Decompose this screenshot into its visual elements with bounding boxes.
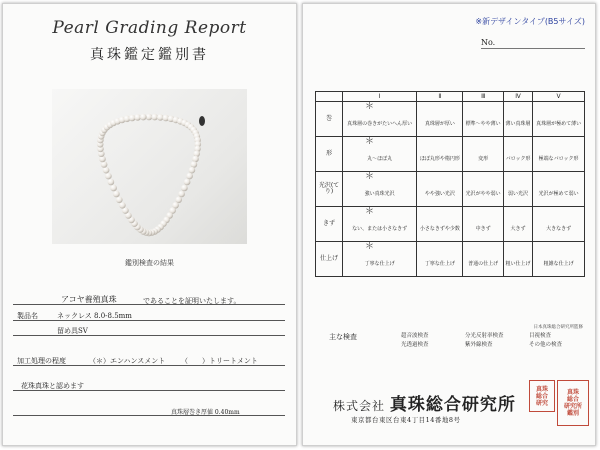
- grade-mark-icon: ＊: [343, 102, 417, 113]
- pearl: [103, 167, 110, 174]
- clasp-value: 留め具SV: [57, 327, 88, 335]
- inspection-item: 光透過検査: [401, 342, 429, 348]
- pearl: [186, 173, 193, 180]
- grade-mark-cell: [463, 242, 504, 253]
- pearl-necklace-photo: [52, 89, 247, 244]
- grade-description: 真珠層の巻きがたいへん厚い: [343, 112, 417, 137]
- pearl: [189, 167, 196, 174]
- grading-mark-row: [316, 242, 585, 253]
- result-name: アコヤ養殖真珠: [61, 295, 117, 304]
- company-main-name: 真珠総合研究所: [389, 395, 516, 415]
- company-address: 東京都台東区台東4丁目14番地8号: [351, 416, 461, 424]
- grade-mark-icon: ＊: [343, 137, 417, 148]
- company-name: [333, 390, 516, 415]
- grade-description: 大きなきず: [533, 217, 585, 242]
- divider: [13, 304, 285, 305]
- recognition-text: 花珠真珠と認めます: [21, 382, 84, 390]
- divider: [13, 390, 285, 391]
- divider: [13, 320, 285, 321]
- photo-caption: 鑑別検査の結果: [125, 259, 174, 267]
- grading-mark-row: [316, 137, 585, 148]
- grade-header: Ⅰ: [343, 92, 417, 102]
- grade-mark-icon: ＊: [343, 172, 417, 183]
- grading-table: [315, 91, 585, 277]
- corner-cell: [316, 92, 343, 102]
- report-number-line: [481, 48, 585, 49]
- grade-header: Ⅳ: [503, 92, 532, 102]
- grade-description: 変形: [463, 147, 504, 172]
- grade-mark-cell: [503, 242, 532, 253]
- grade-mark-icon: ＊: [343, 207, 417, 218]
- grade-mark-cell: [417, 242, 463, 253]
- grade-mark-cell: [503, 102, 532, 113]
- grading-desc-row: [316, 217, 585, 242]
- seal-stamp-icon: 真珠 総合 研究所 鑑別: [557, 380, 589, 426]
- pearl: [134, 114, 141, 121]
- processing-label: 加工処理の程度: [17, 357, 66, 365]
- grade-header: Ⅱ: [417, 92, 463, 102]
- pearl-necklace-image: [52, 89, 247, 244]
- pearl: [151, 114, 158, 121]
- table-note: 日本真珠総合研究所監修: [533, 325, 583, 330]
- grade-description: 大きず: [503, 217, 532, 242]
- pearl: [181, 185, 188, 192]
- result-suffix: であることを証明いたします。: [143, 297, 241, 305]
- grade-mark-cell: [417, 172, 463, 183]
- grade-mark-cell: [533, 242, 585, 253]
- grade-description: ほぼ丸形や楕円形: [417, 147, 463, 172]
- pearl: [116, 197, 123, 204]
- grade-description: ない、または小さなきず: [343, 217, 417, 242]
- inspection-item: 紫外線検査: [465, 342, 493, 348]
- grade-description: 丁寧な仕上げ: [343, 252, 417, 277]
- grade-description: 標準～やや薄い: [463, 112, 504, 137]
- grade-description: 粗雑な仕上げ: [533, 252, 585, 277]
- pearl: [113, 191, 120, 198]
- grade-description: 真珠層が厚い: [417, 112, 463, 137]
- grading-row-label: 巻: [316, 102, 343, 137]
- grading-row-label: 光沢(てり): [316, 172, 343, 207]
- grade-description: 普通の仕上げ: [463, 252, 504, 277]
- grading-mark-row: [316, 102, 585, 113]
- grading-mark-row: [316, 207, 585, 218]
- inspection-item: 超音波検査: [401, 333, 429, 339]
- grade-mark-cell: [533, 172, 585, 183]
- grade-description: 真珠層が極めて薄い: [533, 112, 585, 137]
- grade-mark-cell: [417, 207, 463, 218]
- pearl: [110, 185, 117, 192]
- grade-mark-cell: [417, 137, 463, 148]
- treatment-option: （ ）トリートメント: [181, 357, 258, 365]
- grade-mark-cell: [533, 137, 585, 148]
- grade-mark-cell: [503, 207, 532, 218]
- product-value: ネックレス 8.0-8.5mm: [57, 312, 132, 320]
- design-type-note: ※新デザインタイプ(B5サイズ): [475, 17, 585, 26]
- grade-description: 小さなきずや少数: [417, 217, 463, 242]
- pearl: [108, 179, 115, 186]
- grade-description: 丁寧な仕上げ: [417, 252, 463, 277]
- grade-mark-cell: [503, 137, 532, 148]
- report-title-en: Pearl Grading Report: [52, 18, 247, 38]
- grade-header: Ⅴ: [533, 92, 585, 102]
- grade-mark-cell: [503, 172, 532, 183]
- grade-description: バロック形: [503, 147, 532, 172]
- grading-desc-row: [316, 182, 585, 207]
- inspection-item: その他の検査: [529, 342, 563, 348]
- inspection-item: 目視検査: [529, 333, 552, 339]
- inspection-label: 主な検査: [329, 333, 357, 341]
- seal-stamp-icon: 真珠 総合 研究: [529, 380, 555, 412]
- grade-description: 粗い仕上げ: [503, 252, 532, 277]
- grade-description: 薄い真珠層: [503, 112, 532, 137]
- grading-header-row: [316, 92, 585, 102]
- grade-description: 弱い光沢: [503, 182, 532, 207]
- product-label: 製品名: [17, 312, 38, 320]
- grade-mark-cell: [533, 207, 585, 218]
- grade-description: 光沢が極めて弱い: [533, 182, 585, 207]
- grade-description: 光沢がやや弱い: [463, 182, 504, 207]
- report-title-jp: 真珠鑑定鑑別書: [90, 47, 209, 63]
- clasp-icon: [199, 116, 205, 126]
- grading-row-label: 形: [316, 137, 343, 172]
- grade-mark-cell: [417, 102, 463, 113]
- pearl: [140, 114, 147, 121]
- divider: [13, 335, 285, 336]
- divider: [13, 365, 285, 366]
- report-right-page: [302, 3, 596, 446]
- grade-header: Ⅲ: [463, 92, 504, 102]
- pearl: [191, 161, 198, 168]
- company-prefix: 株式会社: [333, 399, 386, 413]
- pearl: [178, 191, 185, 198]
- grading-mark-row: [316, 172, 585, 183]
- enhancement-option: （＊）エンハンスメント: [89, 357, 166, 365]
- grading-row-label: きず: [316, 207, 343, 242]
- grade-mark-cell: [463, 172, 504, 183]
- pearl: [184, 179, 191, 186]
- grade-description: 極端なバロック形: [533, 147, 585, 172]
- grade-description: 丸～ほぼ丸: [343, 147, 417, 172]
- grade-mark-cell: [463, 137, 504, 148]
- grading-desc-row: [316, 112, 585, 137]
- report-left-page: [2, 3, 297, 446]
- grading-desc-row: [316, 252, 585, 277]
- report-number-label: No.: [481, 38, 496, 47]
- grading-row-label: 仕上げ: [316, 242, 343, 277]
- grade-mark-icon: ＊: [343, 242, 417, 253]
- grade-description: 中きず: [463, 217, 504, 242]
- grade-mark-cell: [463, 207, 504, 218]
- grading-desc-row: [316, 147, 585, 172]
- inspection-item: 分光反射率検査: [465, 333, 504, 339]
- grade-mark-cell: [463, 102, 504, 113]
- pearl: [146, 114, 153, 121]
- grade-mark-cell: [533, 102, 585, 113]
- grade-description: 強い真珠光沢: [343, 182, 417, 207]
- grade-description: やや強い光沢: [417, 182, 463, 207]
- nacre-thickness: 真珠層巻き厚値 0.40mm: [171, 409, 240, 416]
- divider: [13, 415, 285, 416]
- pearl: [105, 173, 112, 180]
